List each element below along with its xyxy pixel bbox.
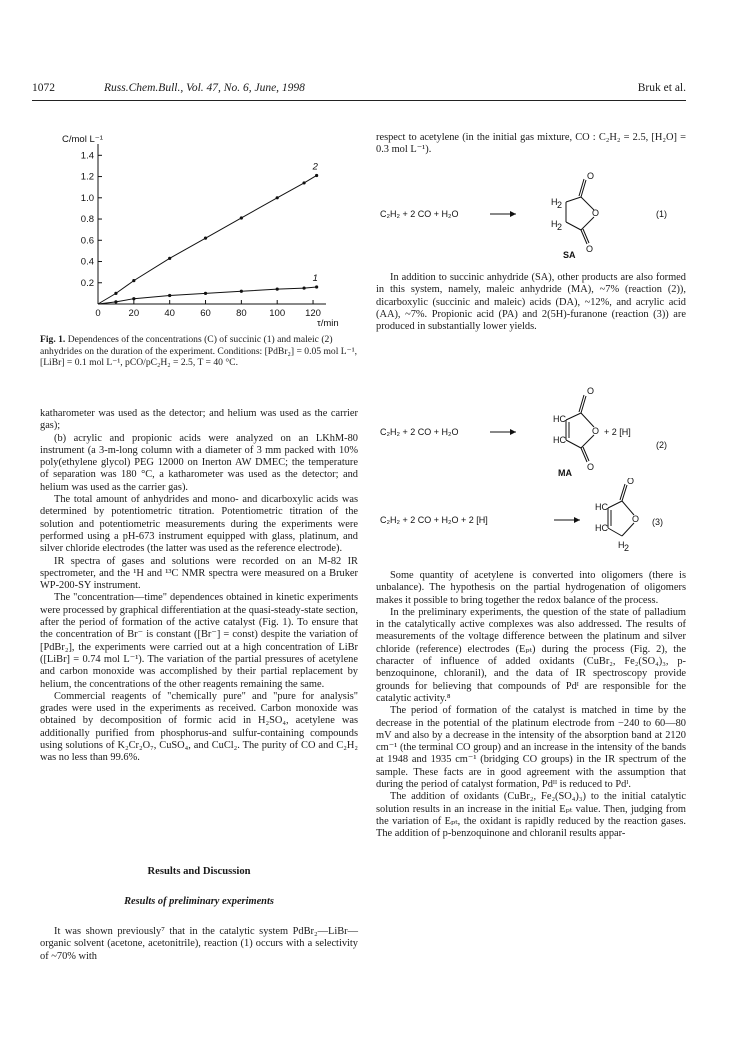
svg-text:O: O [592,208,600,218]
left-column-tail [40,926,358,963]
data-point [114,300,117,303]
data-point [276,196,279,199]
subsection-title: Results of preliminary experiments [124,896,274,907]
paragraph: It was shown previously⁷ that in the catalytic system PdBr₂—LiBr—organic solvent (acetone, acetonitrile), reaction (1) occurs with a selectivity of ~70% with [40,926,358,962]
section-title: Results and Discussion [147,866,251,877]
svg-text:O: O [586,244,594,254]
y-tick-label: 0.8 [80,214,94,226]
running-header [32,82,686,101]
data-point [168,257,171,260]
svg-text:O: O [627,478,635,486]
series-line-2 [98,175,317,304]
paragraph: (b) acrylic and propionic acids were analyzed on an LKhM-80 instrument (a 3-m-long column with a diameter of 3 mm packed with 10% poly(ethylene glycol) PEG 12000 on Inerton AW DMEC; the temperature of separation was 180 °C, a katharometer was used as the detector; and helium was used as the carrier gas). [40,432,358,493]
x-tick-label: 40 [164,308,175,319]
right-column-top [376,132,686,157]
author-names: Bruk et al. [637,82,686,94]
paragraph: Some quantity of acetylene is converted into oligomers (there is unbalance). The hypothesis on the partial hydrogenation of oligomers makes it possible to bring together the redox balance of the process. [376,570,686,606]
equation-1-lhs: C₂H₂ + 2 CO + H₂O [380,209,459,219]
data-point [132,297,135,300]
paragraph: respect to acetylene (in the initial gas mixture, CO : C₂H₂ = 2.5, [H₂O] = 0.3 mol L⁻¹). [376,132,686,156]
y-axis-label: C/mol L⁻¹ [62,134,103,145]
data-point [240,290,243,293]
paragraph: In addition to succinic anhydride (SA), other products are also formed in this system, namely, maleic anhydride (MA), ~7% (reaction (2)), dicarboxylic (succinic and maleic) acids (DA), ~12%, and acrylic acid (AA), ~7%. Propionic acid (PA) and 2(5H)-furanone (reaction (3)) are produced in substantially lower yields. [376,272,686,333]
data-point [240,216,243,219]
svg-text:O: O [632,514,640,524]
series-line-1 [98,287,317,304]
y-tick-label: 0.2 [80,277,94,289]
paragraph: In the preliminary experiments, the question of the state of palladium in the catalytically active complexes was also addressed. The results of measurements of the voltage difference between the platinum and silver chloride (reference) electrodes (Eₚₜ) during the process (Fig. 2), the character of influence of added oxidants (CuBr₂, Fe₂(SO₄)₃, p-benzoquinone, chloranil), and the data of IR spectroscopy provide grounds for believing that compounds of Pdᴵ are responsible for the catalytic activity.⁸ [376,606,686,704]
data-point [302,181,305,184]
paragraph: The period of formation of the catalyst is matched in time by the decrease in the potential of the platinum electrode from −240 to 60—80 mV and also by a decrease in the intensity of the absorption band at 2120 cm⁻¹ (the terminal CO group) and an increase in the intensity of the bands at 1948 and 1935 cm⁻¹ (bridging CO groups) in the IR spectrum of the sample. These facts are in good agreement with the assumption that during the period of catalyst formation, Pdᴵᴵ is reduced to Pdᴵ. [376,705,686,791]
paragraph: The addition of oxidants (CuBr₂, Fe₂(SO₄)₃) to the initial catalytic solution results in an increase in the initial Eₚₜ value. Then, judging from the variation of Eₚₜ, the oxidant is rapidly reduced by the reaction gases. The addition of p-benzoquinone and chloranil results appar- [376,791,686,840]
svg-text:2: 2 [624,543,630,553]
page-number: 1072 [32,82,55,94]
x-tick-label: 80 [236,308,247,319]
svg-text:H: H [618,540,625,550]
data-point [114,292,117,295]
y-tick-label: 1.0 [80,192,94,204]
svg-text:2: 2 [557,222,563,232]
paragraph: Commercial reagents of "chemically pure" and "pure for analysis" grades were used in the experiments as received. Carbon monoxide was obtained by decomposition of formic acid in H₂SO₄, acetylene was additionally purified from phosphorus-and sulfur-containing compounds using solutions of K₂Cr₂O₇, CuSO₄, and CuCl₂. The purity of CO and C₂H₂ was no less than 99.6%. [40,690,358,764]
furanone-structure [608,484,634,536]
left-column [40,408,358,765]
data-point [276,288,279,291]
svg-text:2: 2 [557,200,563,210]
svg-text:H: H [551,219,558,229]
svg-text:HC: HC [553,414,566,424]
data-point [168,294,171,297]
svg-text:HC: HC [553,435,566,445]
equation-3-number: (3) [652,517,663,527]
equation-2-extra: + 2 [H] [604,427,631,437]
y-tick-label: 1.4 [80,150,94,162]
journal-citation: Russ.Chem.Bull., Vol. 47, No. 6, June, 1998 [104,82,305,94]
data-point [204,292,207,295]
svg-text:H: H [551,197,558,207]
equation-2-lhs: C₂H₂ + 2 CO + H₂O [380,427,459,437]
series-label: 1 [312,273,318,285]
data-point [204,237,207,240]
x-tick-label: 120 [305,308,321,319]
chart-series [98,161,319,304]
equation-1 [376,172,686,262]
data-point [132,279,135,282]
figure-caption [40,334,358,369]
equation-1-number: (1) [656,209,667,219]
figure-1-chart [40,128,360,338]
y-tick-label: 0.6 [80,235,94,247]
paragraph: IR spectra of gases and solutions were recorded on an M-82 IR spectrometer, and the ¹H and ¹³C NMR spectra were measured on a Bruker WP-200-SY instrument. [40,555,358,592]
succinic-anhydride-structure [566,179,594,244]
svg-text:O: O [587,386,595,396]
x-tick-label: 60 [200,308,211,319]
right-column-body [376,570,686,841]
svg-text:HC: HC [595,523,608,533]
x-tick-label: 20 [128,308,140,319]
data-point [315,174,318,177]
paragraph: The "concentration—time" dependences obtained in kinetic experiments were processed by graphical differentiation at the quasi-steady-state section, after the period of formation of the active catalyst (Fig. 1). To ensure that the concentration of Br⁻ is constant ([Br⁻] = const) despite the variation of [PdBr₂], the experiments were carried out at a high concentration of LiBr ([LiBr] = 0.74 mol L⁻¹). The variation of the partial pressures of acetylene and carbon monoxide was accomplished by their partial replacement by helium, the concentrations of the other reagents remaining the same. [40,592,358,690]
svg-text:HC: HC [595,502,608,512]
equation-2 [376,380,686,480]
data-point [302,286,305,289]
svg-text:O: O [587,172,595,181]
product-label-ma: MA [558,468,572,478]
data-point [315,285,318,288]
right-column-mid [376,272,686,333]
product-label-sa: SA [563,250,576,260]
x-tick-label: 0 [95,308,101,319]
svg-text:O: O [592,426,600,436]
svg-text:O: O [587,462,595,472]
series-label: 2 [312,161,318,173]
y-tick-label: 1.2 [80,171,94,183]
caption-label: Fig. 1. [40,334,66,345]
x-tick-label: 100 [269,308,286,319]
x-axis-label: τ/min [317,318,339,329]
y-tick-label: 0.4 [80,256,94,268]
maleic-anhydride-structure [566,395,594,462]
paragraph: The total amount of anhydrides and mono- and dicarboxylic acids was determined by potentiometric titration. Potentiometric titration of the solution and potentiometric measurements during the experiments were performed using a pH-673 instrument equipped with glass, platinum, and silver chloride electrodes (the latter was used as the reference electrode). [40,494,358,555]
equation-3-lhs: C₂H₂ + 2 CO + H₂O + 2 [H] [380,515,488,525]
equation-3 [376,478,686,558]
caption-text: Dependences of the concentrations (C) of succinic (1) and maleic (2) anhydrides on the duration of the experiment. Conditions: [PdBr₂] = 0.05 mol L⁻¹, [LiBr] = 0.1 mol L⁻¹, pCO/pC₂H₂ = 2.5, T = 40 °C. [40,334,357,369]
paragraph: katharometer was used as the detector; and helium was used as the carrier gas); [40,408,358,432]
equation-2-number: (2) [656,440,667,450]
